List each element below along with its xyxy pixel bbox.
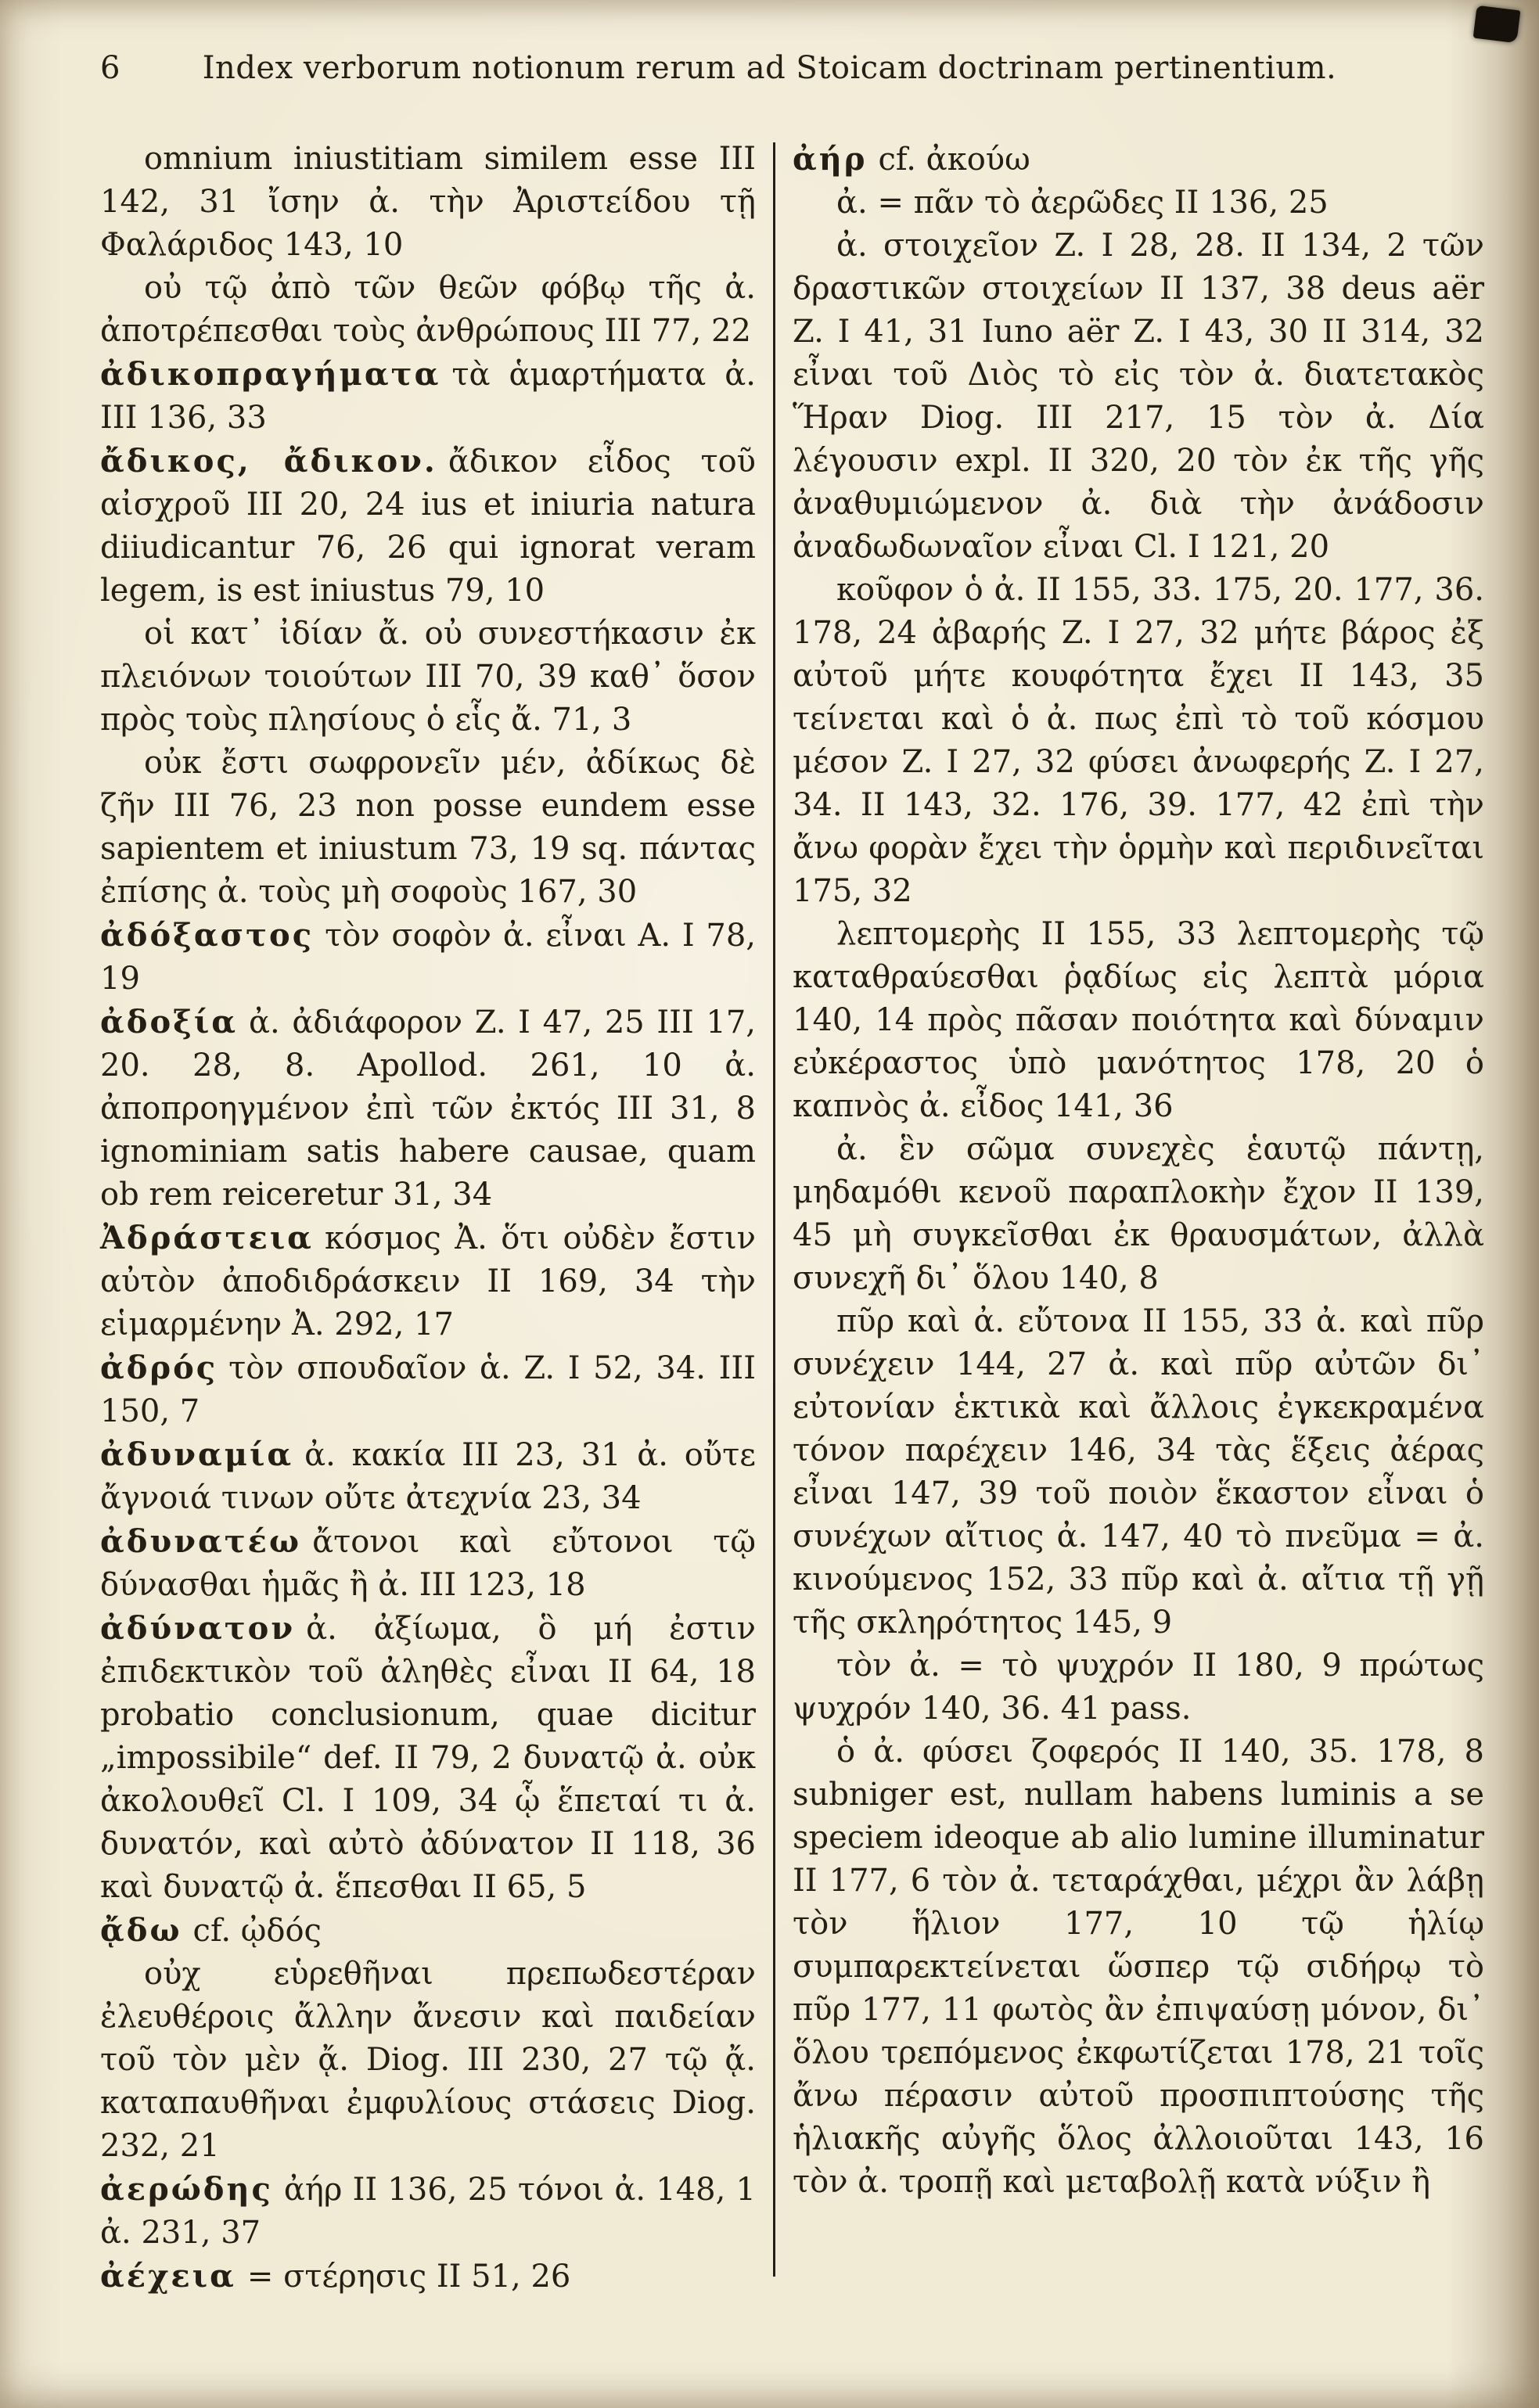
entry-text: οὐ τῷ ἀπὸ τῶν θεῶν φόβῳ τῆς ἀ. ἀποτρέπεσθαι τοὺς ἀνθρώπους III 77, 22 <box>100 270 756 349</box>
index-entry <box>793 913 1484 1128</box>
entry-text: cf. ᾠδός <box>192 1913 322 1949</box>
entry-text: κοῦφον ὁ ἀ. II 155, 33. 175, 20. 177, 36. 178, 24 ἀβαρής Z. I 27, 32 μήτε βάρος ἐξ αὐτοῦ μήτε κουφότητα ἔχει II 143, 35 τείνεται καὶ ὁ ἀ. πως ἐπὶ τὸ τοῦ κόσμου μέσον Z. I 27, 32 φύσει ἀνωφερής Z. I 27, 34. II 143, 32. 176, 39. 177, 42 ἐπὶ τὴν ἄνω φορὰν ἔχει τὴν ὁρμὴν καὶ περιδινεῖται 175, 32 <box>793 572 1484 909</box>
entry-text: ἀ. στοιχεῖον Z. I 28, 28. II 134, 2 τῶν δραστικῶν στοιχείων II 137, 38 deus aër Z. I 41, 31 Iuno aër Z. I 43, 30 II 314, 32 εἶναι τοῦ Διὸς τὸ εἰς τὸν ἀ. διατετακὸς Ἥραν Diog. III 217, 15 τὸν ἀ. Δία λέγουσιν expl. II 320, 20 τὸν ἐκ τῆς γῆς ἀναθυμιώμενον ἀ. διὰ τὴν ἀνάδοσιν ἀναδωδωναῖον εἶναι Cl. I 121, 20 <box>793 228 1484 565</box>
left-column <box>100 138 756 2298</box>
index-entry <box>100 2168 756 2255</box>
entry-headword: ἀδρός <box>100 1350 218 1386</box>
entry-text: ἀ. = πᾶν τὸ ἀερῶδες II 136, 25 <box>836 185 1329 221</box>
index-entry <box>100 440 756 613</box>
entry-text: ἀ. ἓν σῶμα συνεχὲς ἑαυτῷ πάντῃ, μηδαμόθι κενοῦ παραπλοκὴν ἔχον II 139, 45 μὴ συγκεῖσθαι ἐκ θραυσμάτων, ἀλλὰ συνεχῆ δι᾽ ὅλου 140, 8 <box>793 1131 1484 1296</box>
index-entry <box>100 1909 756 1953</box>
entry-text: ἄδικον εἶδος τοῦ αἰσχροῦ III 20, 24 ius et iniuria natura diiudicantur 76, 26 qui ignorat veram legem, is est iniustus 79, 10 <box>100 444 756 609</box>
index-entry <box>793 1644 1484 1731</box>
index-entry <box>100 138 756 267</box>
entry-text: = στέρησις II 51, 26 <box>246 2259 571 2295</box>
entry-text: omnium iniustitiam similem esse III 142, 31 ἴσην ἀ. τὴν Ἀριστείδου τῇ Φαλάριδος 143, 10 <box>100 141 756 263</box>
index-entry <box>100 353 756 440</box>
entry-headword: ᾄδω <box>100 1912 182 1949</box>
entry-text: οἱ κατ᾽ ἰδίαν ἄ. οὐ συνεστήκασιν ἐκ πλειόνων τοιούτων III 70, 39 καθ᾽ ὅσον πρὸς τοὺς πλησίους ὁ εἷς ἄ. 71, 3 <box>100 616 756 738</box>
index-entry <box>100 1346 756 1433</box>
entry-text: τὰ ἁμαρτήματα ἀ. III 136, 33 <box>100 357 756 436</box>
index-entry <box>793 181 1484 225</box>
entry-text: τὸν σπουδαῖον ἁ. Z. I 52, 34. III 150, 7 <box>100 1350 756 1429</box>
index-entry <box>100 1217 756 1346</box>
entry-text: οὐχ εὑρεθῆναι πρεπωδεστέραν ἐλευθέροις ἄλλην ἄνεσιν καὶ παιδείαν τοῦ τὸν μὲν ᾄ. Diog. III 230, 27 τῷ ᾄ. καταπαυθῆναι ἐμφυλίους στάσεις Diog. 232, 21 <box>100 1956 756 2164</box>
entry-text: τὸν σοφὸν ἀ. εἶναι A. I 78, 19 <box>100 918 756 997</box>
entry-headword: ἀδυναμία <box>100 1436 294 1473</box>
entry-text: λεπτομερὴς II 155, 33 λεπτομερὴς τῷ καταθραύεσθαι ῥᾳδίως εἰς λεπτὰ μόρια 140, 14 πρὸς πᾶσαν ποιότητα καὶ δύναμιν εὐκέραστος ὑπὸ μανότητος 178, 20 ὁ καπνὸς ἀ. εἶδος 141, 36 <box>793 916 1484 1124</box>
entry-headword: ἀδικοπραγήματα <box>100 356 441 393</box>
index-entry <box>793 1128 1484 1300</box>
entry-headword: ἄδικος, ἄδικον. <box>100 443 437 480</box>
entry-text: cf. ἀκούω <box>878 142 1030 178</box>
entry-text: ἀ. ἀξίωμα, ὃ μή ἐστιν ἐπιδεκτικὸν τοῦ ἀληθὲς εἶναι II 64, 18 probatio conclusionum, quae dicitur „impossibile“ def. II 79, 2 δυνατῷ ἀ. οὐκ ἀκολουθεῖ Cl. I 109, 34 ᾧ ἕπεταί τι ἀ. δυνατόν, καὶ αὐτὸ ἀδύνατον II 118, 36 καὶ δυνατῷ ἀ. ἕπεσθαι II 65, 5 <box>100 1611 756 1905</box>
index-entry <box>100 1520 756 1607</box>
index-entry <box>793 225 1484 569</box>
entry-text: τὸν ἀ. = τὸ ψυχρόν II 180, 9 πρώτως ψυχρόν 140, 36. 41 pass. <box>793 1648 1484 1727</box>
entry-text: ἀ. ἀδιάφορον Z. I 47, 25 III 17, 20. 28, 8. Apollod. 261, 10 ἀ. ἀποπροηγμένον ἐπὶ τῶν ἐκτός III 31, 8 ignominiam satis habere causae, quam ob rem reiceretur 31, 34 <box>100 1005 756 1213</box>
column-divider <box>773 142 775 2277</box>
entry-headword: ἀερώδης <box>100 2171 273 2208</box>
page-header <box>0 0 1539 97</box>
entry-headword: ἀήρ <box>793 141 868 178</box>
entry-text: πῦρ καὶ ἀ. εὔτονα II 155, 33 ἀ. καὶ πῦρ συνέχειν 144, 27 ἀ. καὶ πῦρ αὐτῶν δι᾽ εὐτονίαν ἑκτικὰ καὶ ἄλλοις ἐγκεκραμένα τόνον παρέχειν 146, 34 τὰς ἕξεις ἀέρας εἶναι 147, 39 τοῦ ποιὸν ἕκαστον εἶναι ὁ συνέχων αἴτιος ἀ. 147, 40 τὸ πνεῦμα = ἀ. κινούμενος 152, 33 πῦρ καὶ ἀ. αἴτια τῇ γῇ τῆς σκληρότητος 145, 9 <box>793 1303 1484 1641</box>
entry-text: ἀήρ II 136, 25 τόνοι ἀ. 148, 1 ἀ. 231, 37 <box>100 2172 756 2251</box>
entry-headword: ἀδυνατέω <box>100 1523 302 1560</box>
index-columns <box>0 97 1539 2298</box>
index-entry <box>100 1607 756 1909</box>
entry-headword: Ἀδράστεια <box>100 1220 314 1256</box>
entry-headword: ἀδόξαστος <box>100 917 315 954</box>
index-entry <box>793 1300 1484 1644</box>
index-entry <box>100 1001 756 1217</box>
index-entry <box>793 138 1484 181</box>
right-column <box>793 138 1484 2298</box>
entry-text: ἀ. κακία III 23, 31 ἀ. οὔτε ἄγνοιά τινων οὔτε ἀτεχνία 23, 34 <box>100 1437 756 1516</box>
index-entry <box>100 1433 756 1520</box>
index-entry <box>100 742 756 914</box>
entry-text: ἄτονοι καὶ εὔτονοι τῷ δύνασθαι ἡμᾶς ἢ ἀ. III 123, 18 <box>100 1524 756 1603</box>
page-number: 6 <box>100 50 120 86</box>
index-entry <box>100 2255 756 2298</box>
index-entry <box>793 1731 1484 2204</box>
entry-text: οὐκ ἔστι σωφρονεῖν μέν, ἀδίκως δὲ ζῆν III 76, 23 non posse eundem esse sapientem et iniustum 73, 19 sq. πάντας ἐπίσης ἀ. τοὺς μὴ σοφοὺς 167, 30 <box>100 745 756 910</box>
index-entry <box>793 569 1484 913</box>
index-entry <box>100 1953 756 2168</box>
entry-text: κόσμος Ἀ. ὅτι οὐδὲν ἔστιν αὐτὸν ἀποδιδράσκειν II 169, 34 τὴν εἱμαρμένην Ἀ. 292, 17 <box>100 1220 756 1342</box>
entry-text: ὁ ἀ. φύσει ζοφερός II 140, 35. 178, 8 subniger est, nullam habens luminis a se speciem ideoque ab alio lumine illuminatur II 177, 6 τὸν ἀ. τεταράχθαι, μέχρι ἂν λάβῃ τὸν ἥλιον 177, 10 τῷ ἡλίῳ συμπαρεκτείνεται ὥσπερ τῷ σιδήρῳ τὸ πῦρ 177, 11 φωτὸς ἂν ἐπιψαύσῃ μόνον, δι᾽ ὅλου τρεπόμενος ἐκφωτίζεται 178, 21 τοῖς ἄνω πέρασιν αὐτοῦ προσπιπτούσης τῆς ἡλιακῆς αὐγῆς ὅλος ἀλλοιοῦται 143, 16 τὸν ἀ. τροπῇ καὶ μεταβολῇ κατὰ νύξιν ἢ <box>793 1734 1484 2200</box>
entry-headword: ἀδοξία <box>100 1004 238 1040</box>
page-title: Index verborum notionum rerum ad Stoicam doctrinam pertinentium. <box>202 50 1337 86</box>
entry-headword: ἀδύνατον <box>100 1610 296 1647</box>
index-entry <box>100 613 756 742</box>
index-entry <box>100 267 756 353</box>
entry-headword: ἀέχεια <box>100 2258 236 2295</box>
index-entry <box>100 914 756 1001</box>
